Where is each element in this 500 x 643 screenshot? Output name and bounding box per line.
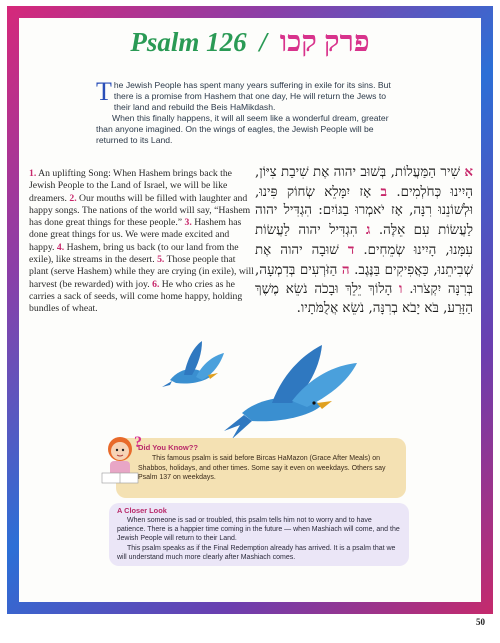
birds-illustration [162,335,362,455]
page-title [0,26,500,59]
hebrew-verse-text: שׁוּבָה יהוה אֶת שְׁבִיתֵנוּ, כַּאֲפִיקִים בַּנֶּגֶב. [255,242,473,278]
did-you-know-text: This famous psalm is said before Bircas HaMazon (Grace After Meals) on Shabbos, holidays, and other times. Some say it even on weekdays. Others say Psalm 137 on weekdays. [138,455,386,482]
hebrew-text [255,163,473,319]
verse-text: Our mouths will be filled with laughter and happy songs. The nations of the world will say, “Hashem has done great things for these people.” [29,192,251,229]
closer-look-paragraph-2: This psalm speaks as if the Final Redemption already has arrived. It is a psalm that we will understand much more clearly after Mashiach comes. [117,544,396,561]
verse-number: 2. [69,192,77,204]
hebrew-verse-number: ב [380,183,387,200]
hebrew-verse-text: הָלוֹךְ יֵלֵךְ וּבָכֹה נֹשֵׂא מֶשֶׁךְ הַזָּרַע, בֹּא יָבֹא בְרִנָּה, נֹשֵׂא אֲלֻמֹּתָיו. [255,282,473,316]
verse-text: An uplifting Song: When Hashem brings back the Jewish People to the Land of Israel, we will be like dreamers. [29,168,232,204]
verse-text: He who cries as he carries a sack of seeds, will come home happy, holding bundles of wheat. [29,278,243,315]
closer-look-text [117,516,401,562]
verse-text: Hashem has done great things for us. We were made excited and happy. [29,217,242,253]
verse-number: 3. [184,217,192,229]
hebrew-verse-number: ג [366,222,371,239]
intro-paragraph-2: When this finally happens, it will all seem like a wonderful dream, greater than anyone imagined. On the wings of eagles, the Jewish People will be returned to its Land. [96,113,389,145]
verse-text: Hashem, bring us back (to our land from the exile), like streams in the desert. [29,241,239,266]
svg-text:?: ? [134,434,142,451]
english-translation [29,168,254,316]
closer-look-box [109,503,409,566]
girl-reading-icon [96,433,146,499]
verse-number: 1. [29,168,37,179]
did-you-know-heading: Did You Know?? [138,443,199,452]
hebrew-verse-number: ה [341,261,350,278]
page-number: 50 [476,617,485,627]
intro-dropcap: T [96,77,112,106]
verse-number: 5. [157,254,165,266]
intro-paragraph-1: he Jewish People has spent many years suffering in exile for its sins. But there is a promise from Hashem that one day, He will return the Jews to their land and rebuild the Beis HaMikdash. [113,80,391,112]
small-bird-icon [162,341,224,387]
intro-text [96,77,396,146]
hebrew-verse-text: אָז יִמָּלֵא שְׂחוֹק פִּינוּ, וּלְשׁוֹנֵנוּ רִנָּה, אָז יֹאמְרוּ בַגּוֹיִם: הִגְדִּיל יהוה לַעֲשׂוֹת עִם אֵלֶּה. [255,184,473,239]
hebrew-verse-text: הִגְדִּיל יהוה לַעֲשׂוֹת עִמָּנוּ, הָיִינוּ שְׂמֵחִים. [255,223,473,258]
title-separator: / [259,27,267,57]
hebrew-verse-text: הַזֹּרְעִים בְּדִמְעָה, בְּרִנָּה יִקְצֹרוּ. [255,262,473,298]
hebrew-verse-text: שִׁיר הַמַּעֲלוֹת, בְּשׁוּב יהוה אֶת שִׁיבַת צִיּוֹן, הָיִינוּ כְּחֹלְמִים. [255,165,473,200]
verse-number: 6. [152,278,160,290]
verse-number: 4. [56,241,65,253]
verse-text: Those people that plant (serve Hashem) while they are crying (in exile), will harvest (be rewarded) with joy. [29,254,254,290]
title-hebrew: פרק קכו [279,26,370,58]
hebrew-verse-number: ו [399,281,403,298]
large-bird-icon [224,345,357,439]
hebrew-verse-number: ד [347,241,355,258]
hebrew-verse-number: א [464,164,473,180]
did-you-know-box [116,438,406,498]
title-english: Psalm 126 [130,27,247,57]
closer-look-heading: A Closer Look [117,506,167,515]
closer-look-paragraph-1: When someone is sad or troubled, this psalm tells him not to worry and to have patience. There is a happier time coming in the future — when Mashiach will come, and the Jewish People will return to their Land. [117,517,400,543]
